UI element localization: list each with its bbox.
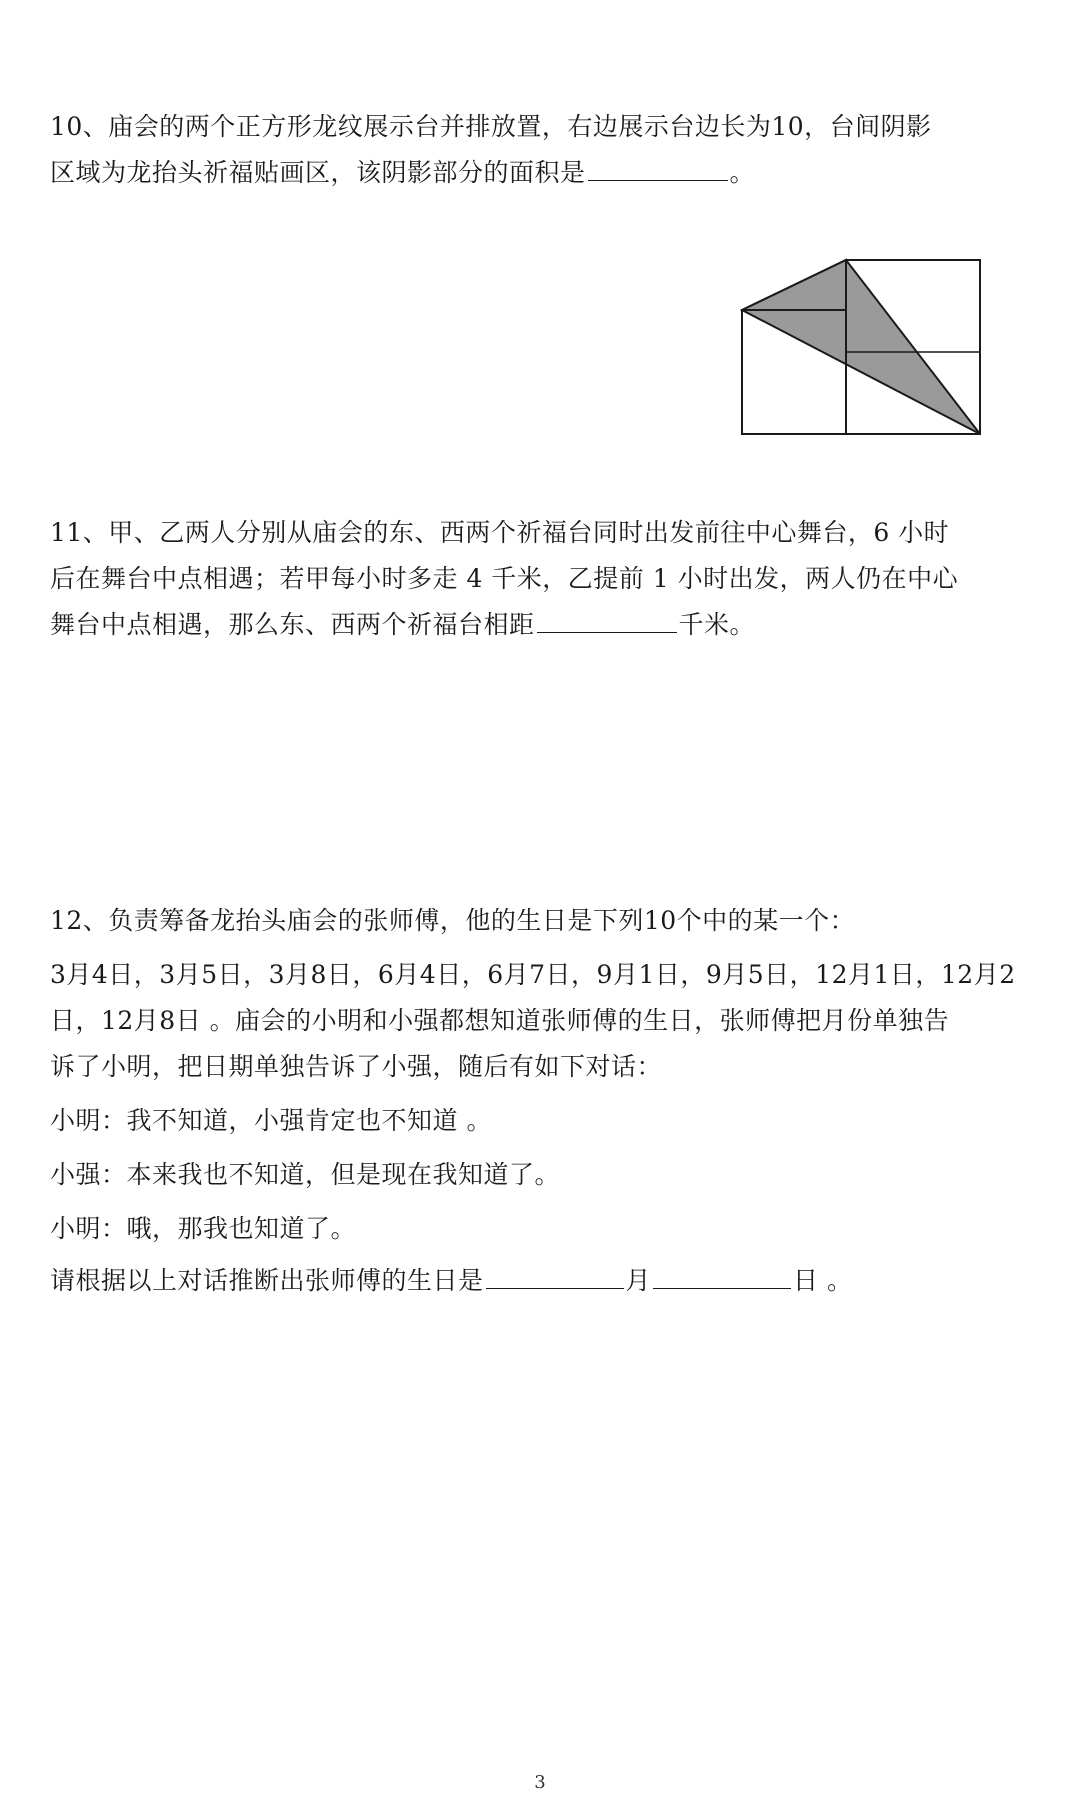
q12-dialog-3: 小明：哦，那我也知道了。 xyxy=(50,1214,357,1243)
q12-prompt: 请根据以上对话推断出张师傅的生日是 xyxy=(50,1266,484,1295)
q10-end: 。 xyxy=(729,158,756,187)
q12-dates-line-2: 日，12月8日 。庙会的小明和小强都想知道张师傅的生日，张师傅把月份单独告 xyxy=(50,1006,950,1035)
q12-month-blank[interactable] xyxy=(486,1266,624,1289)
q12-day-label: 日 。 xyxy=(793,1266,853,1295)
q10-line-1: 10、庙会的两个正方形龙纹展示台并排放置，右边展示台边长为10，台间阴影 xyxy=(50,112,932,141)
q12-day-blank[interactable] xyxy=(653,1266,791,1289)
q10-answer-blank[interactable] xyxy=(588,158,728,181)
q10-line-2 xyxy=(50,156,755,190)
q12-dialog-1: 小明：我不知道，小强肯定也不知道 。 xyxy=(50,1106,492,1135)
q11-answer-blank[interactable] xyxy=(537,610,677,633)
shaded-triangle-large xyxy=(742,260,980,434)
q12-question xyxy=(50,1264,852,1298)
squares-figure xyxy=(740,258,990,438)
page-number: 3 xyxy=(534,1772,546,1793)
q11-prompt: 舞台中点相遇，那么东、西两个祈福台相距 xyxy=(50,610,535,639)
q12-dates-line-3: 诉了小明，把日期单独告诉了小强，随后有如下对话： xyxy=(50,1052,663,1081)
q11-line-2: 后在舞台中点相遇；若甲每小时多走 4 千米，乙提前 1 小时出发，两人仍在中心 xyxy=(50,564,959,593)
q12-dates-line-1: 3月4日，3月5日，3月8日，6月4日，6月7日，9月1日，9月5日，12月1日，12月2 xyxy=(50,960,1016,989)
q11-line-3 xyxy=(50,608,755,642)
q11-unit: 千米。 xyxy=(678,610,756,639)
q12-month-label: 月 xyxy=(625,1266,652,1295)
q10-prompt: 区域为龙抬头祈福贴画区，该阴影部分的面积是 xyxy=(50,158,586,187)
q11-line-1: 11、甲、乙两人分别从庙会的东、西两个祈福台同时出发前往中心舞台，6 小时 xyxy=(50,518,950,547)
q12-dialog-2: 小强：本来我也不知道，但是现在我知道了。 xyxy=(50,1160,561,1189)
q12-intro: 12、负责筹备龙抬头庙会的张师傅，他的生日是下列10个中的某一个： xyxy=(50,906,856,935)
